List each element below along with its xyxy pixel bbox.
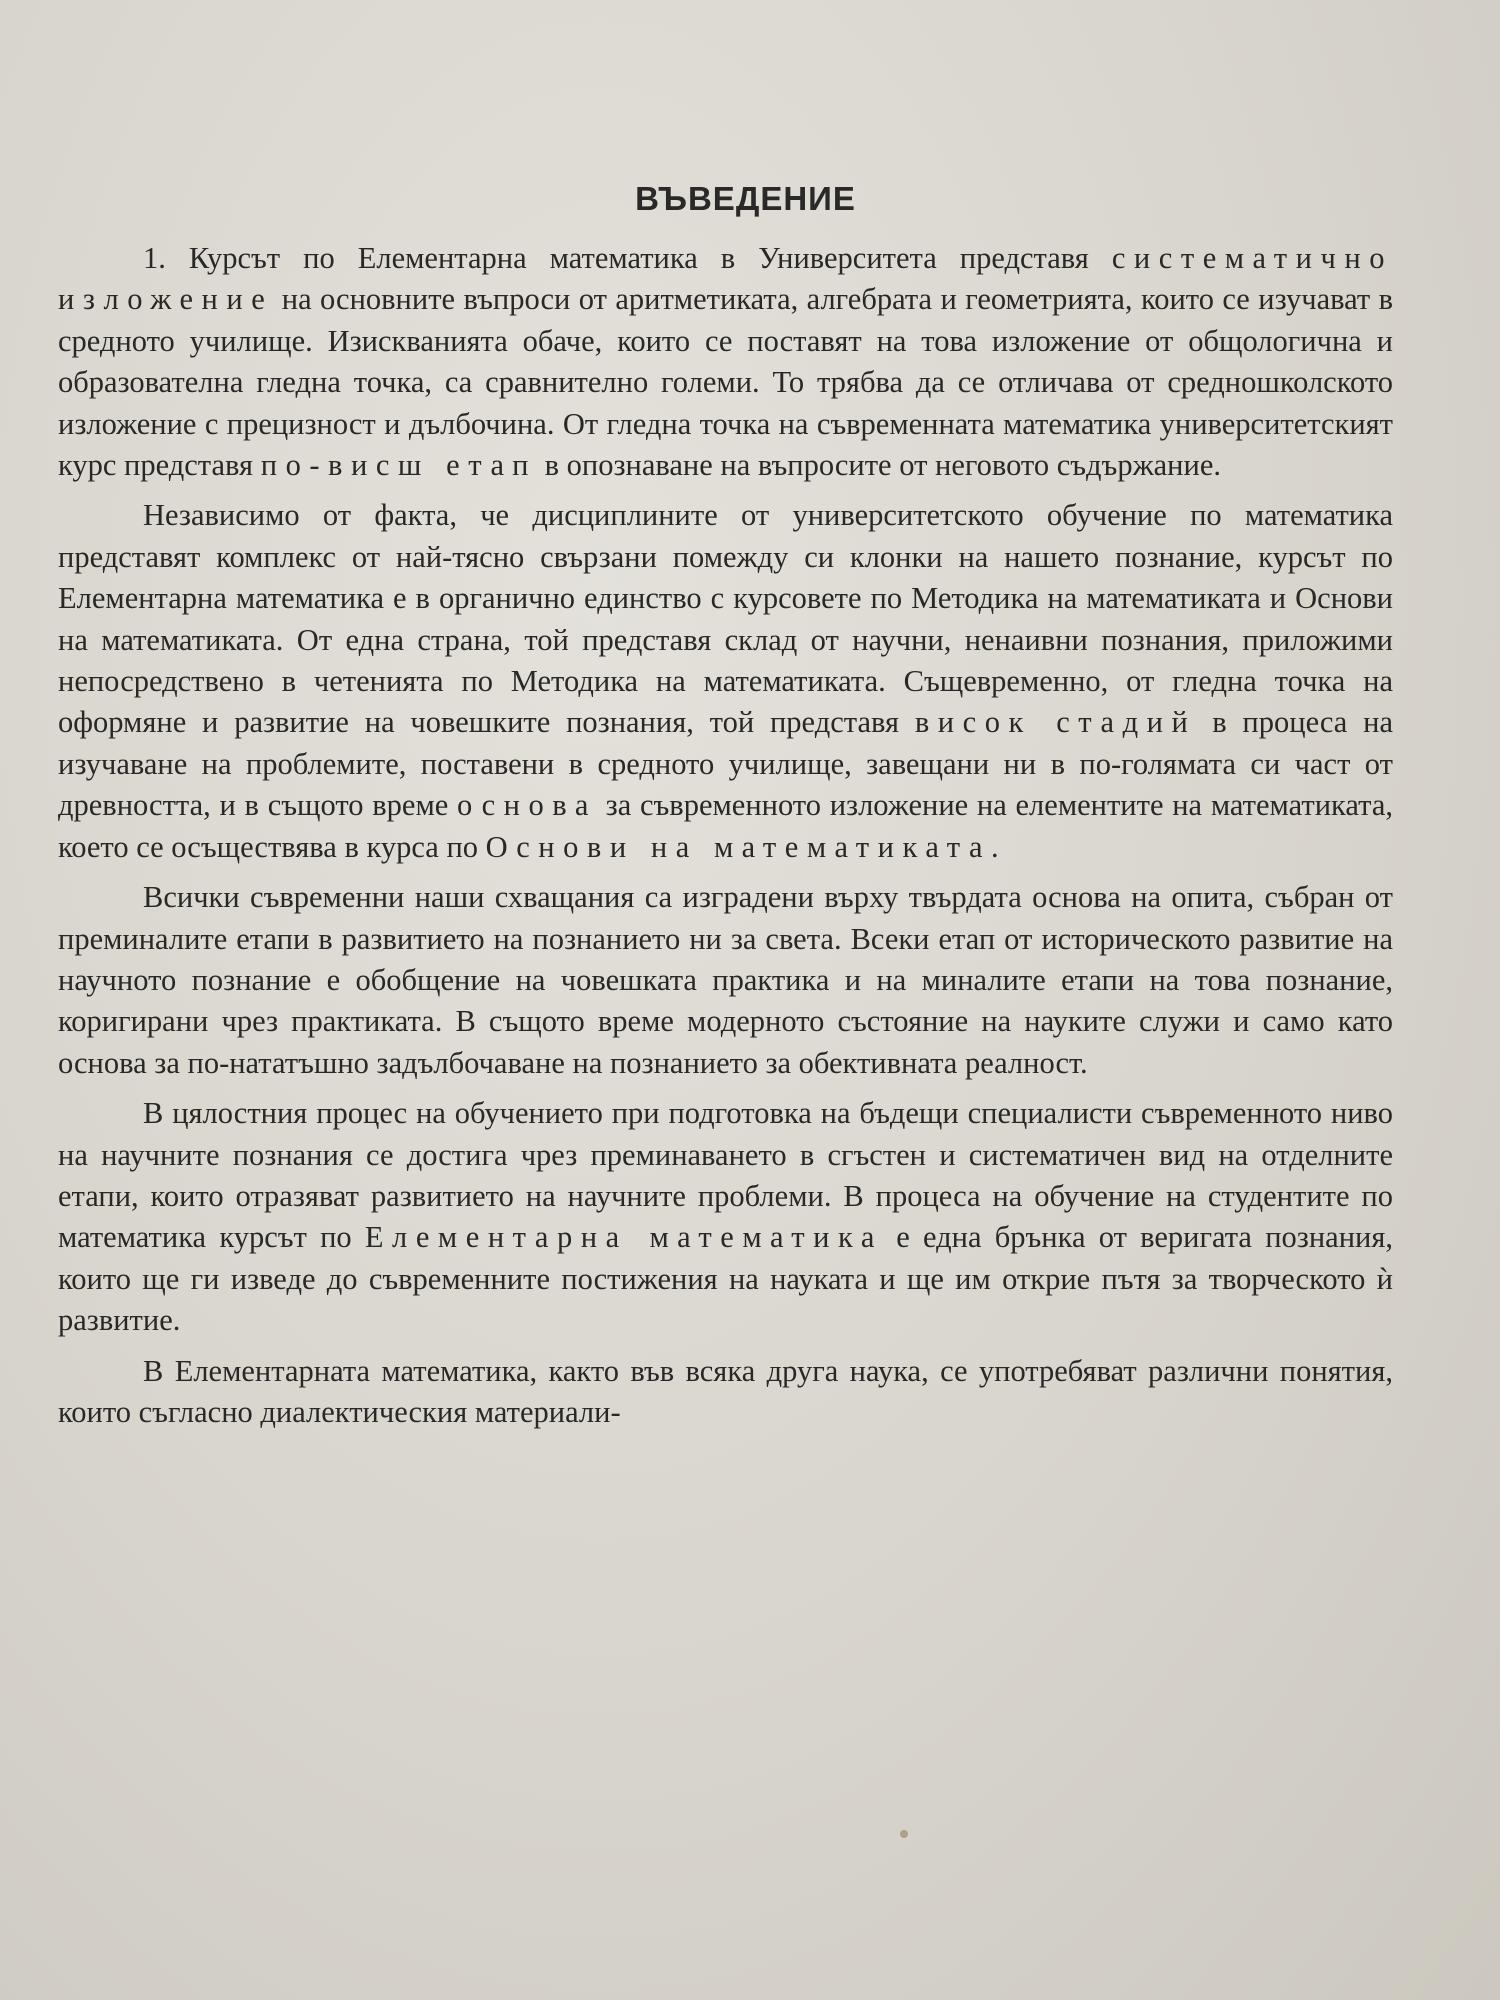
document-page	[58, 180, 1393, 1880]
emphasized-text: основа	[457, 788, 597, 823]
page-title: ВЪВЕДЕНИЕ	[635, 180, 856, 217]
ink-smudge	[900, 1830, 908, 1838]
emphasized-text: Елементарна математика	[364, 1220, 883, 1255]
emphasized-text: по-висш етап	[260, 448, 537, 483]
text-run: на основните въпроси от аритметиката, алгебрата и геометрията, които се изучават в средното училище. Изискванията обаче, които се поставят на това изложение от общологична и образователна гледна точка, са сравнително големи. То трябва да се отличава от средношколското изложение с прецизност и дълбочина. От гледна точка на съвременната математика университетският курс представя	[58, 282, 1393, 483]
text-run: в процеса на изучаване на проблемите, поставени в средното училище, завещани ни в по-голямата си част от древността, и в същото време	[58, 705, 1393, 823]
text-run: Независимо от факта, че дисциплините от университетското обучение по математика представят комплекс от най-тясно свързани помежду си клонки на нашето познание, курсът по Елементарна математика е в органично единство с курсовете по Методика на математиката и Основи на математиката. От една страна, той представя склад от научни, ненаивни познания, приложими непосредствено в четенията по Методика на математиката. Същевременно, от гледна точка на оформяне и развитие на човешките познания, той представя	[58, 498, 1393, 740]
text-run: е една брънка от веригата познания, които ще ги изведе до съвременните постижения на науката и ще им открие пътя за творческото ѝ развитие.	[58, 1220, 1393, 1338]
text-run: в опознаване на въпросите от неговото съдържание.	[536, 448, 1221, 483]
text-run: 1. Курсът по Елементарна математика в Университета представя	[143, 241, 1112, 275]
paragraph	[58, 495, 1393, 868]
paragraph	[58, 877, 1393, 1084]
text-run: .	[991, 829, 999, 864]
paragraph	[58, 1351, 1393, 1434]
text-run: В цялостния процес на обучението при подготовка на бъдещи специалисти съвременното ниво на научните познания се достига чрез преминаването в сгъстен и систематичен вид на отделните етапи, които отразяват развитието на научните проблеми. В процеса на обучение на студентите по математика курсът по	[58, 1096, 1393, 1255]
emphasized-text: Основи на математиката	[485, 829, 992, 864]
text-run: Всички съвременни наши схващания са изградени върху твърдата основа на опита, събран от преминалите етапи в развитието на познанието ни за света. Всеки етап от историческото развитие на научното познание е обобщение на човешката практика и на миналите етапи на това познание, коригирани чрез практиката. В същото време модерното състояние на науките служи и само като основа за по-нататъшно задълбочаване на познанието за обективната реалност.	[58, 880, 1393, 1080]
emphasized-text: систематично изложение	[58, 241, 1393, 317]
paragraph	[58, 1093, 1393, 1341]
text-run: за съвременното изложение на елементите на математиката, което се осъществява в курса по	[58, 788, 1393, 864]
body-text	[58, 238, 1393, 1433]
emphasized-text: висок стадий	[914, 705, 1197, 740]
text-run: В Елементарната математика, както във всяка друга наука, се употребяват различни понятия, които съгласно диалектическия материали-	[58, 1353, 1393, 1429]
paragraph	[58, 238, 1393, 486]
